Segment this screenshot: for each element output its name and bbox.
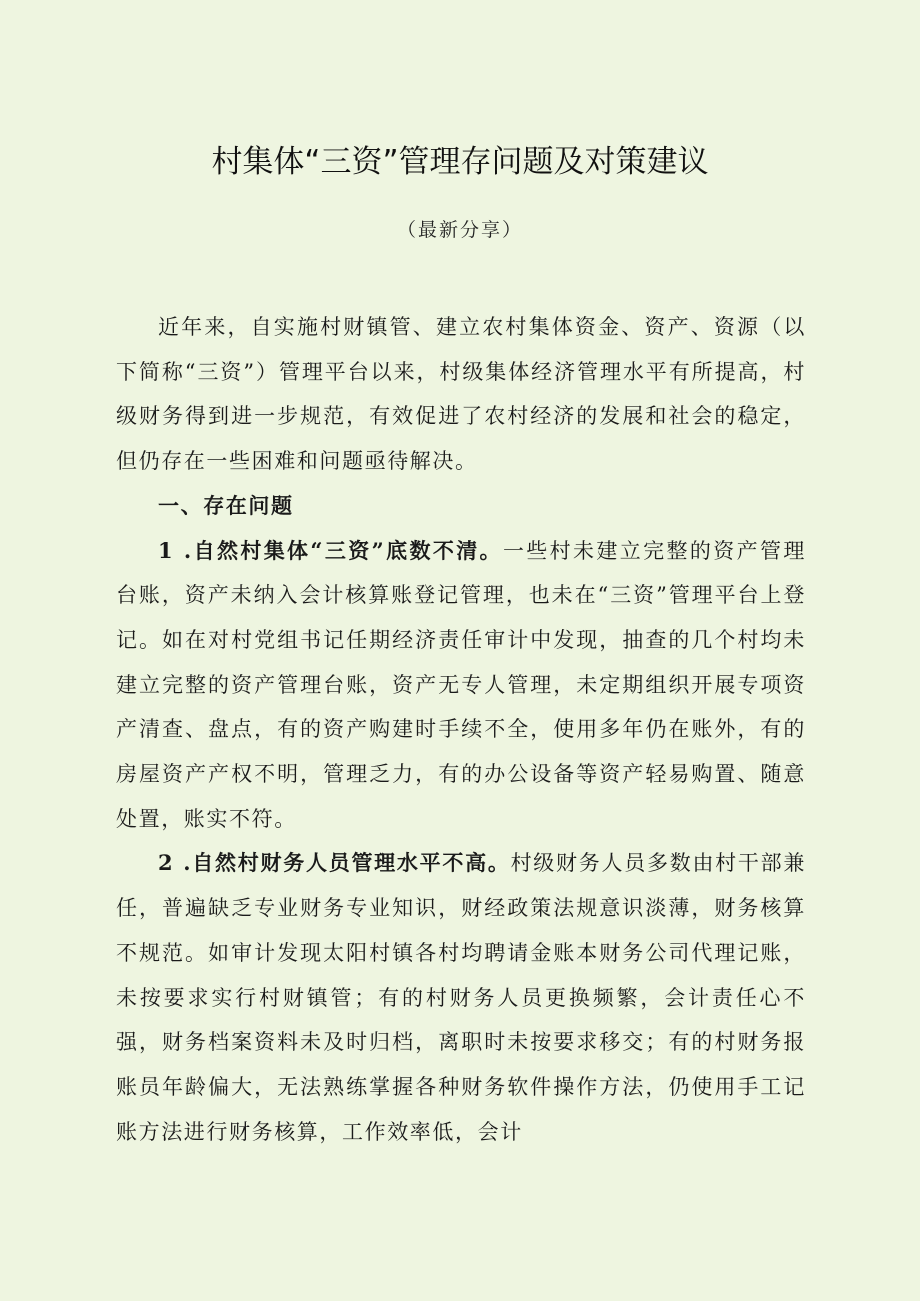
document-body bbox=[116, 305, 806, 1154]
intro-paragraph: 近年来，自实施村财镇管、建立农村集体资金、资产、资源（以下简称“三资”）管理平台以来，村级集体经济管理水平有所提高，村级财务得到进一步规范，有效促进了农村经济的发展和社会的稳定，但仍存在一些困难和问题亟待解决。 bbox=[116, 315, 806, 474]
item-lead-1: 1 .自然村集体“三资”底数不清。 bbox=[158, 537, 503, 563]
item-paragraph-1 bbox=[116, 529, 806, 842]
section-heading: 一、存在问题 bbox=[158, 492, 294, 518]
page-title: 村集体“三资”管理存问题及对策建议 bbox=[211, 144, 709, 180]
page-subtitle: （最新分享） bbox=[396, 219, 523, 241]
item-lead-2: 2 .自然村财务人员管理水平不高。 bbox=[158, 850, 511, 876]
item-text-2: 村级财务人员多数由村干部兼任，普遍缺乏专业财务专业知识，财经政策法规意识淡薄，财务核算不规范。如审计发现太阳村镇各村均聘请金账本财务公司代理记账，未按要求实行村财镇管；有的村财务人员更换频繁，会计责任心不强，财务档案资料未及时归档，离职时未按要求移交；有的村财务报账员年龄偏大，无法熟练掌握各种财务软件操作方法，仍使用手工记账方法进行财务核算，工作效率低，会计 bbox=[116, 851, 806, 1144]
item-text-1: 一些村未建立完整的资产管理台账，资产未纳入会计核算账登记管理，也未在“三资”管理平台上登记。如在对村党组书记任期经济责任审计中发现，抽查的几个村均未建立完整的资产管理台账，资产无专人管理，未定期组织开展专项资产清查、盘点，有的资产购建时手续不全，使用多年仍在账外，有的房屋资产产权不明，管理乏力，有的办公设备等资产轻易购置、随意处置，账实不符。 bbox=[116, 538, 806, 831]
item-paragraph-2 bbox=[116, 841, 806, 1154]
